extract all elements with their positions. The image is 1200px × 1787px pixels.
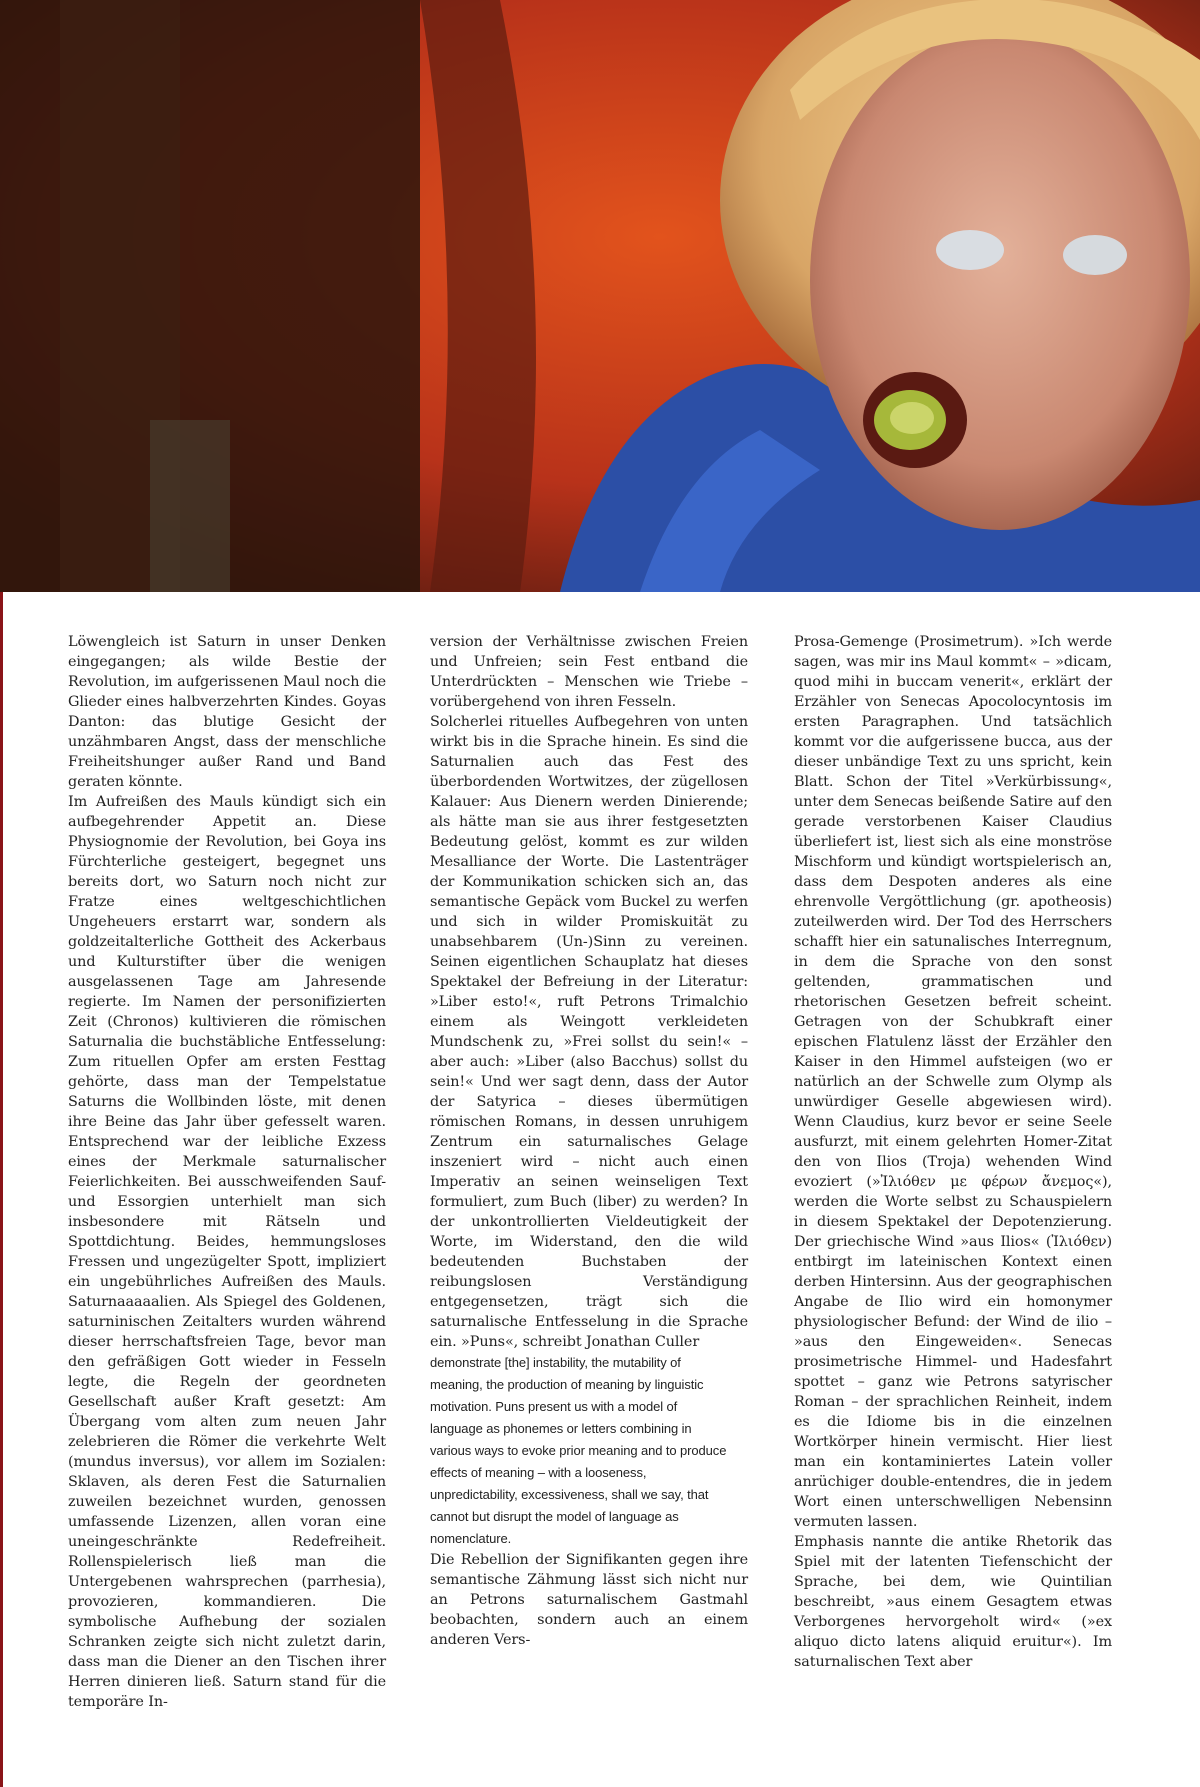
paragraph: Löwengleich ist Saturn in unser Denken eingegangen; als wilde Bestie der Revolution, im aufgerissenen Maul noch die Glieder eines halbverzehrten Kindes. Goyas Danton: das blutige Gesicht der unzähmbaren Angst, dass der menschliche Freiheitshunger außer Rand und Band geraten könnte. (68, 634, 386, 790)
paragraph: Prosa-Gemenge (Prosimetrum). »Ich werde sagen, was mir ins Maul kommt« – »dicam, quod mihi in buccam venerit«, erklärt der Erzähler von Senecas Apocolocyntosis im ersten Paragraphen. Und tatsächlich kommt vor die aufgerissene bucca, aus der dieser unbändige Text zu uns spricht, kein Blatt. Schon der Titel »Verkürbissung«, unter dem Senecas beißende Satire auf den gerade verstorbenen Kaiser Claudius überliefert ist, liest sich als eine monströse Mischform und kündigt wortspielerisch an, dass dem Despoten anderes als eine ehrenvolle Vergöttlichung (gr. apotheosis) zuteilwerden wird. Der Tod des Herrschers schafft hier ein satunalisches Interregnum, in dem die Sprache von den sonst geltenden, grammatischen und rhetorischen Gesetzen befreit scheint. Getragen von der Schubkraft einer epischen Flatulenz lässt der Erzähler den Kaiser in den Himmel aufsteigen (wo er natürlich an der Schwelle zum Olymp als unwürdiger Geselle abgewiesen wird). Wenn Claudius, kurz bevor er seine Seele ausfurzt, mit einem gelehrten Homer-Zitat den von Ilios (Troja) wehenden Wind evoziert (»Ἰλιόθεν με φέρων ἄνεμος«), werden die Worte selbst zu Schauspielern in diesem Spektakel der Depotenzierung. Der griechische Wind »aus Ilios« (Ἰλιόθεν) entbirgt im lateinischen Kontext einen derben Hintersinn. Aus der geographischen Angabe de Ilio wird ein homonymer physiologischer Befund: der Wind de ilio – »aus den Eingeweiden«. Senecas prosimetrische Himmel- und Hadesfahrt spottet – ganz wie Petrons satyrischer Roman – der sprachlichen Reinheit, indem es die Idiome bis in die einzelnen Wortkörper hinein vermischt. Hier liest man ein kontaminiertes Latein voller anrüchiger double-entendres, die in jedem Wort einen unterschwelligen Nebensinn vermuten lassen. (794, 634, 1112, 1530)
film-still-illustration (0, 0, 1200, 592)
paragraph: Solcherlei rituelles Aufbegehren von unten wirkt bis in die Sprache hinein. Es sind die Saturnalien auch das Fest des überbordenden Wortwitzes, der zügellosen Kalauer: Aus Dienern werden Dinierende; als hätte man sie aus ihrer festgesetzten Bedeutung gelöst, kommt es zur wilden Mesalliance der Worte. Die Lastenträger der Kommunikation schicken sich an, das semantische Gepäck vom Buckel zu werfen und sich in wilder Promiskuität zu unabsehbarem (Un-)Sinn zu vereinen. Seinen eigentlichen Schauplatz hat dieses Spektakel der Befreiung in der Literatur: »Liber esto!«, ruft Petrons Trimalchio einem als Weingott verkleideten Mundschenk zu, »Frei sollst du sein!« – aber auch: »Liber (also Bacchus) sollst du sein!« Und wer sagt denn, dass der Autor der Satyrica – dieses übermütigen römischen Romans, in dessen unruhigem Zentrum ein saturnalisches Gelage inszeniert wird – nicht auch einen Imperativ an seinen weinseligen Text formuliert, zum Buch (liber) zu werden? In der unkontrollierten Vieldeutigkeit der Worte, im Widerstand, den die wild bedeutenden Buchstaben der reibungslosen Verständigung entgegensetzen, trägt sich die saturnalische Entfesselung in die Sprache ein. »Puns«, schreibt Jonathan Culler (430, 714, 748, 1350)
text-column-2 (430, 632, 748, 1650)
paragraph: Die Rebellion der Signifikanten gegen ihre semantische Zähmung lässt sich nicht nur an Petrons saturnalischem Gastmahl beobachten, sondern auch an einem anderen Vers- (430, 1552, 748, 1648)
paragraph: Emphasis nannte die antike Rhetorik das Spiel mit der latenten Tiefenschicht der Sprache, bei dem, wie Quintilian beschreibt, »aus einem Gesagtem etwas Verborgenes hervorgeholt wird« (»ex aliquo dicto latens aliquid eruitur«). Im saturnalischen Text aber (794, 1534, 1112, 1670)
paragraph: version der Verhältnisse zwischen Freien und Unfreien; sein Fest entband die Unterdrückten – Menschen wie Triebe – vorübergehend von ihren Fesseln. (430, 634, 748, 710)
text-column-3 (794, 632, 1112, 1672)
page-edge-bar (0, 592, 3, 1787)
text-column-1 (68, 632, 386, 1712)
paragraph: Im Aufreißen des Mauls kündigt sich ein aufbegehrender Appetit an. Diese Physiognomie der Revolution, bei Goya ins Fürchterliche gesteigert, begegnet uns bereits dort, wo Saturn noch nicht zur Fratze eines weltgeschichtlichen Ungeheuers erstarrt war, sondern als goldzeitalterliche Gottheit des Ackerbaus und Kulturstifter über die wenigen ausgelassenen Tage am Jahresende regierte. Im Namen der personifizierten Zeit (Chronos) kultivieren die römischen Saturnalia die buchstäbliche Entfesselung: Zum rituellen Opfer am ersten Festtag gehörte, dass man der Tempelstatue Saturns die Wollbinden löste, mit denen ihre Beine das Jahr über gefesselt waren. Entsprechend war der leibliche Exzess eines der Merkmale saturnalischer Feierlichkeiten. Bei ausschweifenden Sauf- und Essorgien unterhielt man sich insbesondere mit Rätseln und Spottdichtung. Beides, hemmungsloses Fressen und ungezügelter Spott, impliziert ein ungebührliches Aufreißen des Mauls. Saturnaaaaalien. Als Spiegel des Goldenen, saturninischen Zeitalters wurden während dieser herrschaftsfreien Tage, bevor man den gefräßigen Gott wieder in Fesseln legte, die Regeln der geordneten Gesellschaft außer Kraft gesetzt: Am Übergang vom alten zum neuen Jahr zelebrieren die Römer die verkehrte Welt (mundus inversus), vor allem im Sozialen: Sklaven, als deren Fest die Saturnalien zuweilen bezeichnet wurden, genossen umfassende Lizenzen, allen voran eine uneingeschränkte Redefreiheit. Rollenspielerisch ließ man die Untergebenen wahrsprechen (parrhesia), provozieren, kommandieren. Die symbolische Aufhebung der sozialen Schranken zeigte sich nicht zuletzt darin, dass man die Diener an den Tischen ihrer Herren dinieren ließ. Saturn stand für die temporäre In- (68, 794, 386, 1710)
hero-photo (0, 0, 1200, 592)
block-quote: demonstrate [the] instability, the mutability of meaning, the production of meaning by linguistic motivation. Puns present us with a model of language as phonemes or letters combining in various ways to evoke prior meaning and to produce effects of meaning – with a looseness, unpredictability, excessiveness, shall we say, that cannot but disrupt the model of language as nomenclature. (430, 1355, 727, 1546)
